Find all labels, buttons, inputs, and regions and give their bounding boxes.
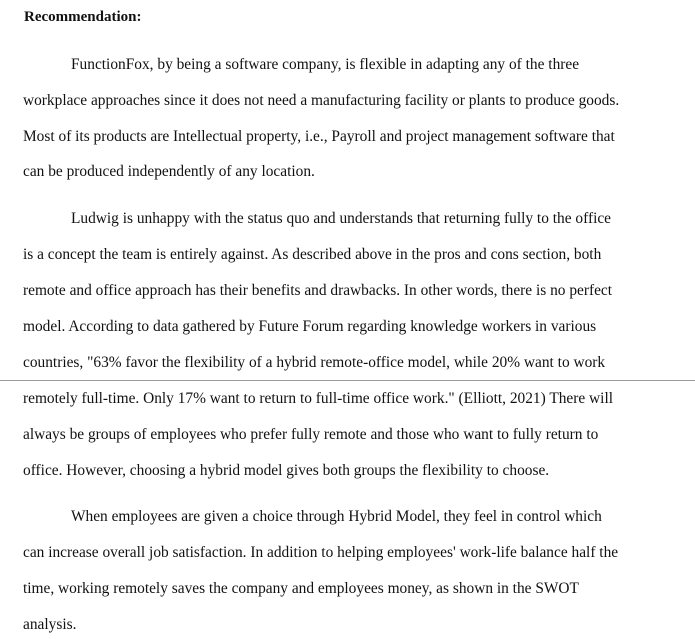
paragraph-2-line-7: always be groups of employees who prefer fully remote and those who want to fully return to [23, 426, 599, 443]
paragraph-2-line-2: is a concept the team is entirely against. As described above in the pros and cons section, both [23, 246, 602, 263]
paragraph-3-line-1: When employees are given a choice through Hybrid Model, they feel in control which [71, 508, 602, 525]
section-heading: Recommendation: [24, 9, 142, 25]
paragraph-3-line-4: analysis. [23, 616, 77, 633]
paragraph-1-line-4: can be produced independently of any location. [23, 163, 315, 180]
paragraph-1-line-2: workplace approaches since it does not need a manufacturing facility or plants to produce goods. [23, 92, 620, 109]
paragraph-1-line-3: Most of its products are Intellectual property, i.e., Payroll and project management software that [23, 128, 615, 145]
paragraph-2-line-6: remotely full-time. Only 17% want to return to full-time office work." (Elliott, 2021) There will [23, 390, 613, 407]
paragraph-2-line-1: Ludwig is unhappy with the status quo and understands that returning fully to the office [71, 210, 612, 227]
page-break-rule [0, 380, 695, 381]
paragraph-2-line-5: countries, "63% favor the flexibility of a hybrid remote-office model, while 20% want to work [23, 354, 606, 371]
paragraph-2-line-3: remote and office approach has their benefits and drawbacks. In other words, there is no perfect [23, 282, 613, 299]
paragraph-2-line-8: office. However, choosing a hybrid model gives both groups the flexibility to choose. [23, 462, 550, 479]
paragraph-2-line-4: model. According to data gathered by Future Forum regarding knowledge workers in various [23, 318, 597, 335]
paragraph-1-line-1: FunctionFox, by being a software company, is flexible in adapting any of the three [71, 56, 580, 73]
paragraph-3-line-2: can increase overall job satisfaction. In addition to helping employees' work-life balance half the [23, 544, 619, 561]
paragraph-3-line-3: time, working remotely saves the company and employees money, as shown in the SWOT [23, 580, 579, 597]
